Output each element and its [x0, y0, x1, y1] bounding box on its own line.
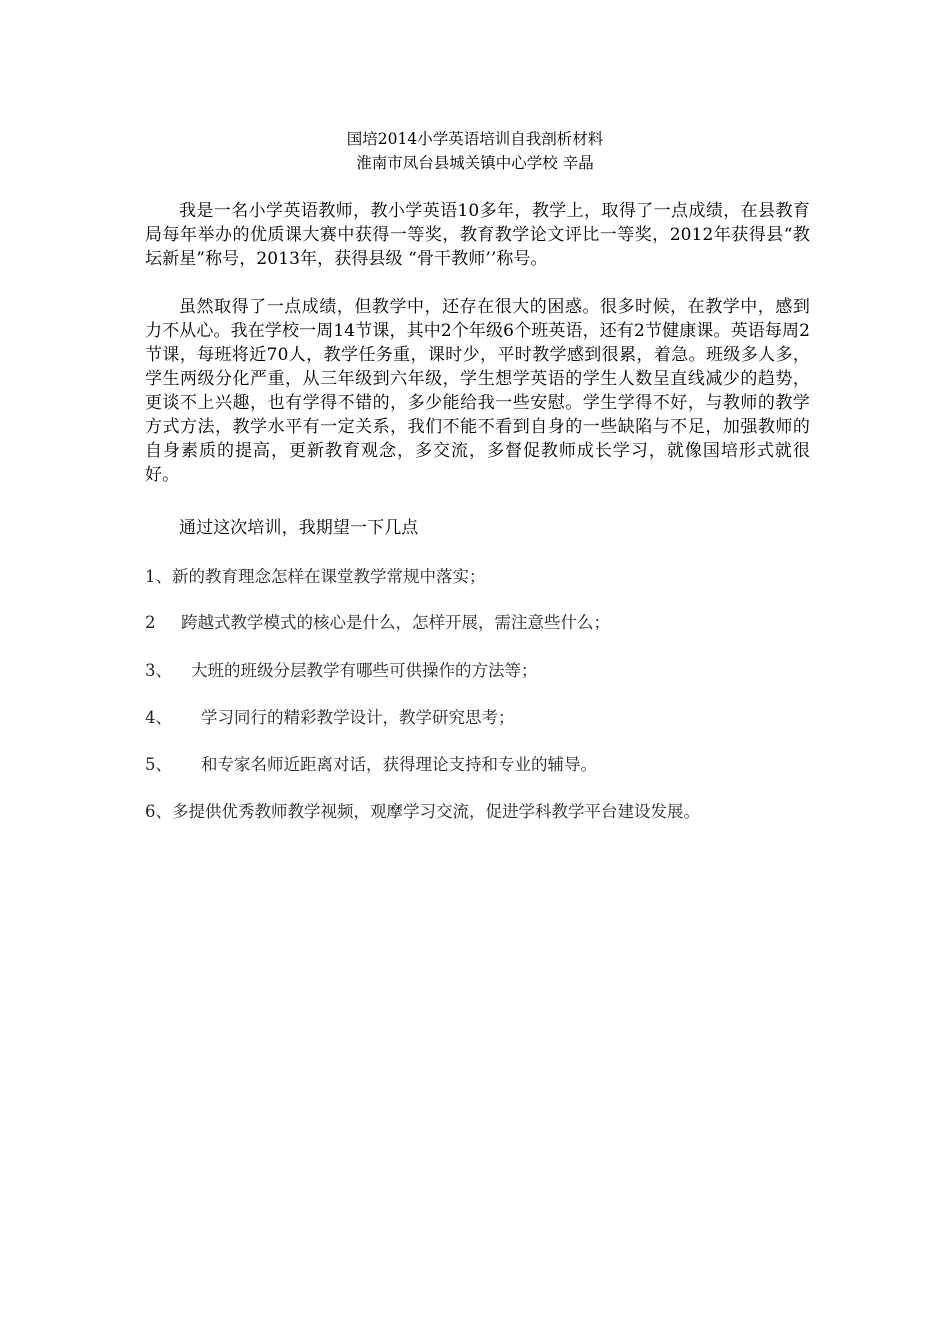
list-item-text: 大班的班级分层教学有哪些可供操作的方法等；	[191, 661, 538, 680]
paragraph-challenges: 虽然取得了一点成绩，但教学中，还存在很大的困惑。很多时候，在教学中，感到力不从心。我在学校一周14节课，其中2个年级6个班英语，还有2节健康课。英语每周2节课，每班将近70人，教学任务重，课时少，平时教学感到很累，着急。班级多人多，学生两级分化严重，从三年级到六年级，学生想学英语的学生人数呈直线减少的趋势，更谈不上兴趣，也有学得不错的，多少能给我一些安慰。学生学得不好，与教师的教学方式方法，教学水平有一定关系，我们不能不看到自身的一些缺陷与不足，加强教师的自身素质的提高，更新教育观念，多交流，多督促教师成长学习，就像国培形式就很好。	[145, 297, 810, 485]
list-item	[145, 565, 810, 589]
list-item-number: 2	[145, 613, 156, 632]
list-item-text: 跨越式教学模式的核心是什么，怎样开展，需注意些什么；	[181, 613, 610, 632]
paragraph-introduction: 我是一名小学英语教师，教小学英语10多年，教学上，取得了一点成绩，在县教育局每年举办的优质课大赛中获得一等奖，教育教学论文评比一等奖，2012年获得县“教坛新星”称号，2013年，获得县级 “骨干教师’’称号。	[145, 201, 810, 269]
list-item-number: 5、	[145, 755, 172, 774]
list-item-number: 3、	[145, 661, 172, 680]
document-header	[145, 127, 805, 175]
list-item	[145, 753, 810, 777]
list-item-text: 学习同行的精彩教学设计，教学研究思考；	[201, 708, 515, 727]
document-subtitle: 淮南市凤台县城关镇中心学校 辛晶	[356, 154, 594, 172]
list-item-number: 4、	[145, 708, 172, 727]
paragraph-expectations-intro: 通过这次培训，我期望一下几点	[179, 518, 419, 538]
list-item	[145, 659, 810, 683]
list-item-text: 和专家名师近距离对话，获得理论支持和专业的辅导。	[201, 755, 597, 774]
document-title: 国培2014小学英语培训自我剖析材料	[346, 130, 604, 148]
list-item-number: 1、	[145, 567, 172, 586]
list-item-text: 新的教育理念怎样在课堂教学常规中落实；	[172, 567, 486, 586]
list-item	[145, 611, 810, 635]
list-item	[145, 706, 810, 730]
list-item-text: 多提供优秀教师教学视频，观摩学习交流，促进学科教学平台建设发展。	[172, 802, 700, 821]
list-item	[145, 800, 810, 824]
list-item-number: 6、	[145, 802, 172, 821]
